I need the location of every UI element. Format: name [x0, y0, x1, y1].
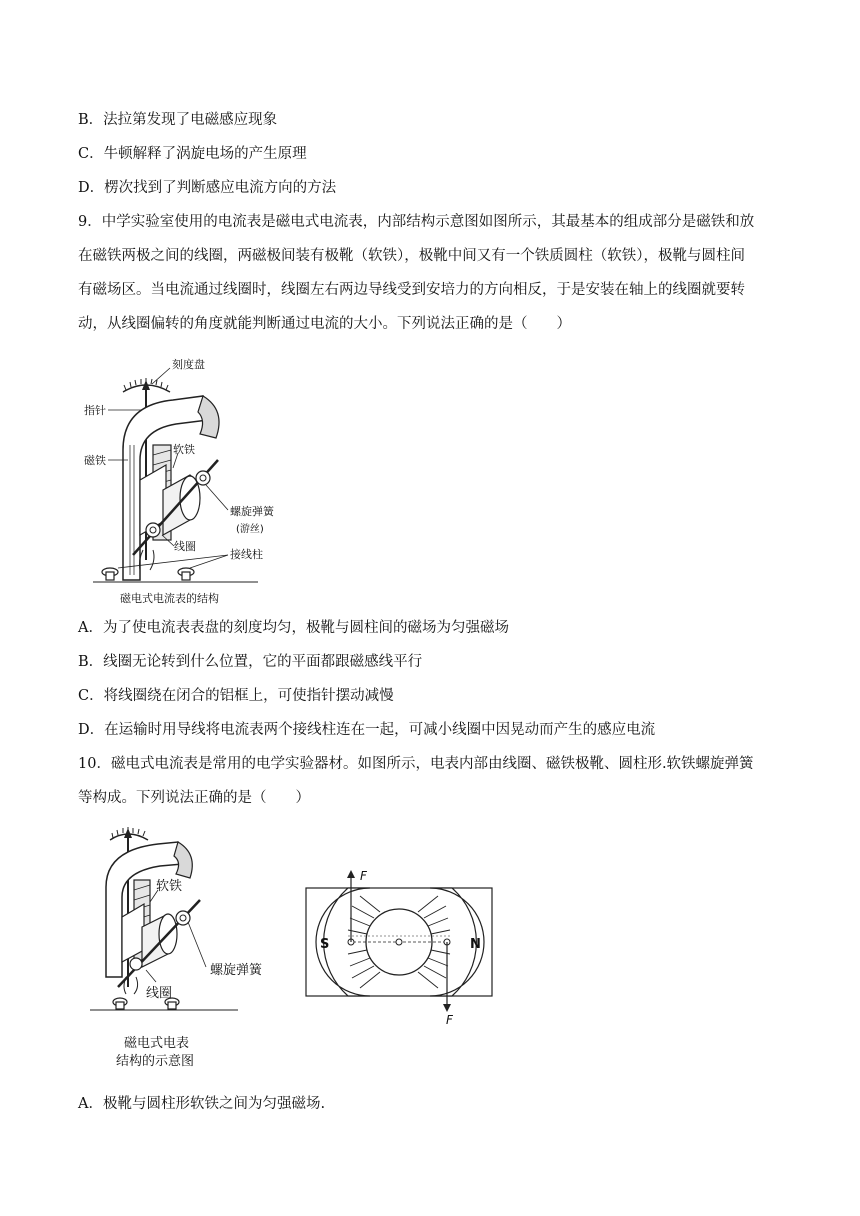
q8-option-d: D．楞次找到了判断感应电流方向的方法	[78, 180, 337, 196]
q9-label-soft-iron: 软铁	[173, 443, 195, 456]
q10-radial-field-figure	[300, 866, 500, 1026]
q9-galvanometer-figure	[78, 350, 308, 610]
q9-stem-line-2: 在磁铁两极之间的线圈，两磁极间装有极靴（软铁），极靴中间又有一个铁质圆柱（软铁），极靴与圆柱间	[78, 248, 745, 264]
q9-option-c: C．将线圈绕在闭合的铝框上，可使指针摆动减慢	[78, 688, 394, 704]
q9-label-spring: 螺旋弹簧	[230, 505, 274, 518]
q10-label-force-bottom: F	[446, 1013, 453, 1026]
q10-stem-line-1: 10．磁电式电流表是常用的电学实验器材。如图所示，电表内部由线圈、磁铁极靴、圆柱形.软铁螺旋弹簧	[78, 756, 754, 772]
q9-label-spring-note: (游丝)	[236, 524, 264, 535]
q9-option-d: D．在运输时用导线将电流表两个接线柱连在一起，可减小线圈中因晃动而产生的感应电流	[78, 722, 656, 738]
q9-label-dial: 刻度盘	[172, 358, 205, 371]
q9-figure-caption: 磁电式电流表的结构	[120, 592, 219, 605]
q10-label-spring: 螺旋弹簧	[210, 963, 263, 978]
q9-option-b: B．线圈无论转到什么位置，它的平面都跟磁感线平行	[78, 654, 423, 670]
q10-caption-line-2: 结构的示意图	[116, 1054, 195, 1069]
q9-stem-line-3: 有磁场区。当电流通过线圈时，线圈左右两边导线受到安培力的方向相反，于是安装在轴上的线圈就要转	[78, 282, 745, 298]
q9-stem-line-1: 9．中学实验室使用的电流表是磁电式电流表，内部结构示意图如图所示，其最基本的组成部分是磁铁和放	[78, 214, 755, 230]
q10-option-a: A．极靴与圆柱形软铁之间为匀强磁场.	[78, 1096, 326, 1112]
q9-label-terminal: 接线柱	[230, 548, 263, 561]
q10-label-coil: 线圈	[146, 986, 173, 1001]
q9-label-pointer: 指针	[84, 404, 106, 417]
q10-label-soft-iron: 软铁	[156, 879, 183, 894]
q8-option-c: C．牛顿解释了涡旋电场的产生原理	[78, 146, 307, 162]
q10-stem-line-2: 等构成。下列说法正确的是（ ）	[78, 790, 310, 806]
q9-stem-line-4: 动，从线圈偏转的角度就能判断通过电流的大小。下列说法正确的是（ ）	[78, 316, 571, 332]
q9-label-coil: 线圈	[174, 540, 196, 553]
q8-option-b: B．法拉第发现了电磁感应现象	[78, 112, 278, 128]
q10-label-force-top: F	[360, 869, 367, 883]
q10-caption-line-1: 磁电式电表	[124, 1036, 190, 1051]
q10-galvanometer-figure	[88, 822, 288, 1072]
q10-label-n-pole: N	[470, 937, 481, 952]
q9-label-magnet: 磁铁	[84, 454, 106, 467]
q9-option-a: A．为了使电流表表盘的刻度均匀，极靴与圆柱间的磁场为匀强磁场	[78, 620, 509, 636]
q10-label-s-pole: S	[320, 937, 330, 952]
